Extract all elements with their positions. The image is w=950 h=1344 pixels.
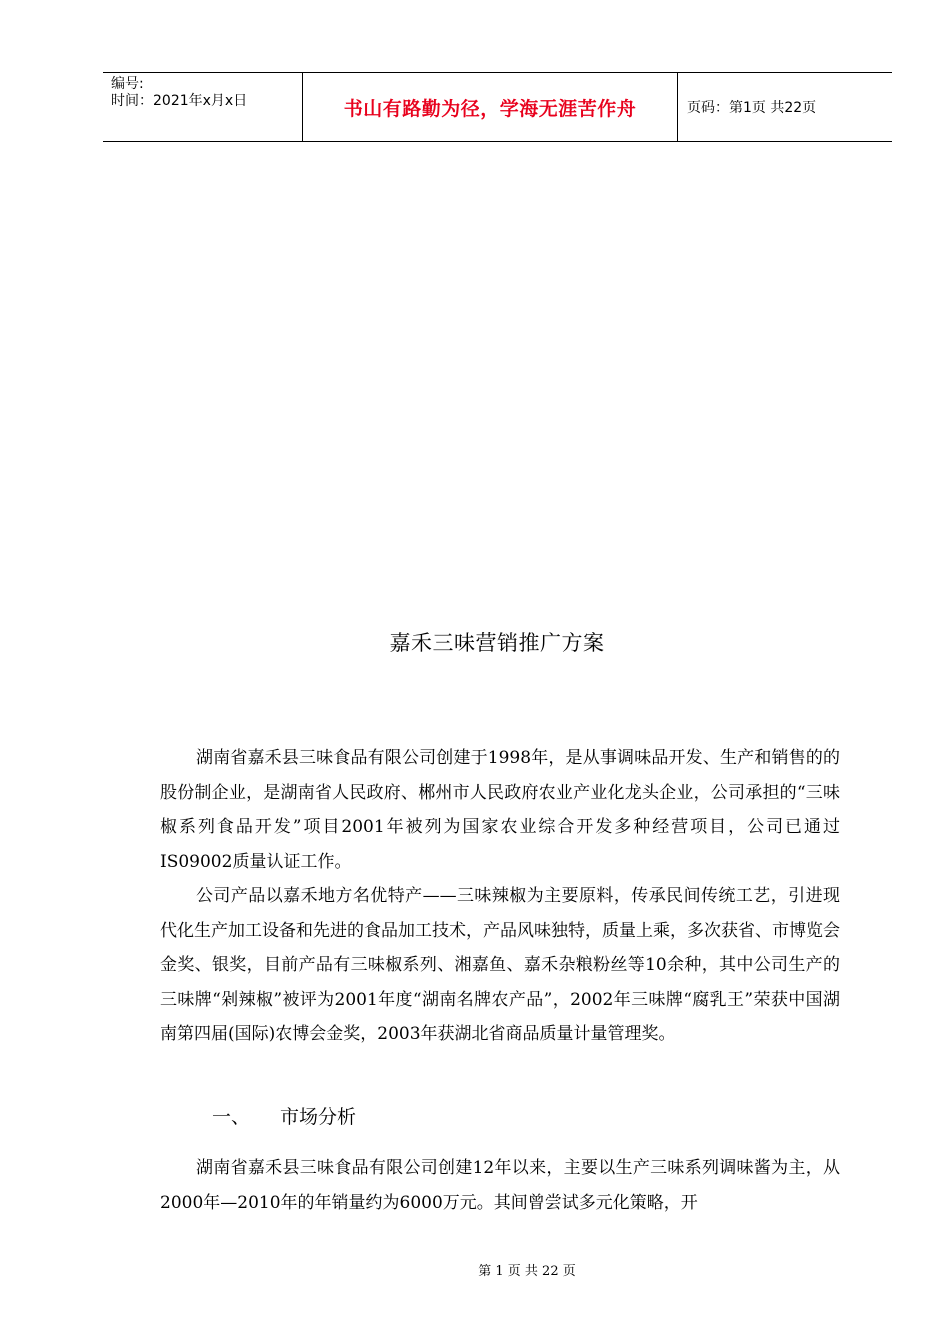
section-heading-market-analysis <box>212 1102 356 1129</box>
document-title: 嘉禾三味营销推广方案 <box>389 631 605 655</box>
header-motto: 书山有路勤为径，学海无涯苦作舟 <box>303 73 678 141</box>
intro-paragraph-2: 公司产品以嘉禾地方名优特产——三味辣椒为主要原料，传承民间传统工艺，引进现代化生产加工设备和先进的食品加工技术，产品风味独特，质量上乘，多次获省、市博览会金奖、银奖，目前产品有三味椒系列、湘嘉鱼、嘉禾杂粮粉丝等10余种，其中公司生产的三味牌“剁辣椒”被评为2001年度“湖南名牌农产品”，2002年三味牌“腐乳王”荣获中国湖南第四届(国际)农博会金奖，2003年获湖北省商品质量计量管理奖。 <box>160 886 840 1044</box>
page-header <box>103 72 892 142</box>
header-meta <box>103 73 303 141</box>
market-analysis-section <box>160 1151 840 1220</box>
serial-number-label: 编号: <box>111 76 144 92</box>
page-footer: 第 1 页 共 22 页 <box>478 1264 576 1279</box>
header-page-info: 页码：第1页 共22页 <box>687 100 817 116</box>
section-title: 市场分析 <box>280 1106 357 1128</box>
intro-section <box>160 741 840 1052</box>
section-number: 一、 <box>212 1106 251 1128</box>
intro-paragraph-1: 湖南省嘉禾县三味食品有限公司创建于1998年，是从事调味品开发、生产和销售的的股份制企业，是湖南省人民政府、郴州市人民政府农业产业化龙头企业，公司承担的“三味椒系列食品开发”项目2001年被列为国家农业综合开发多种经营项目，公司已通过IS09002质量认证工作。 <box>160 748 840 872</box>
date-label: 时间：2021年x月x日 <box>111 93 248 109</box>
market-analysis-paragraph: 湖南省嘉禾县三味食品有限公司创建12年以来，主要以生产三味系列调味酱为主，从2000年—2010年的年销量约为6000万元。其间曾尝试多元化策略，开 <box>160 1158 840 1213</box>
